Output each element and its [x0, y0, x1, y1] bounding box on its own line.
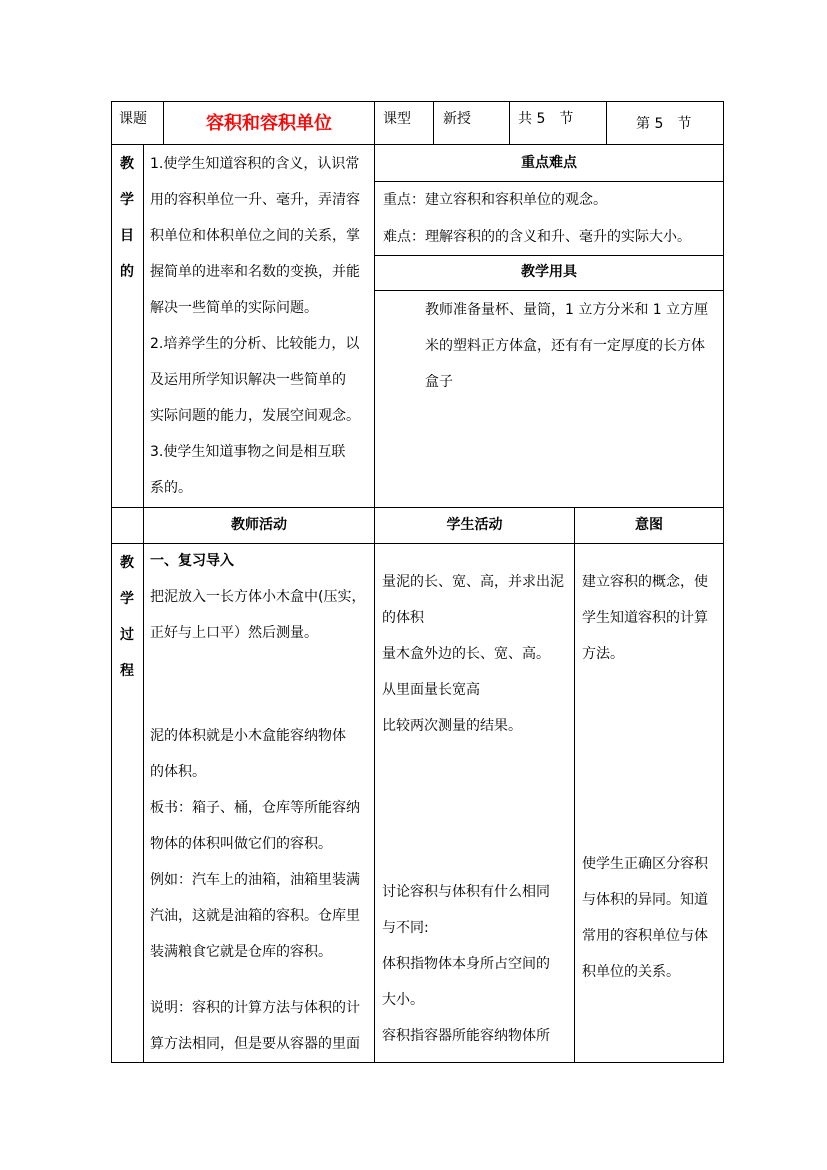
lesson-current: 第 5 节	[636, 116, 692, 132]
process-label: 教 学 过 程	[120, 555, 134, 679]
grid-line	[509, 101, 510, 144]
grid-line	[374, 101, 375, 1063]
grid-line	[374, 255, 724, 256]
teacher-block-3: 说明：容积的计算方法与体积的计 算方法相同，但是要从容器的里面	[150, 1000, 360, 1052]
lesson-type-label: 课型	[383, 111, 411, 127]
key-points-heading: 重点难点	[521, 155, 577, 171]
grid-line	[111, 144, 724, 145]
lesson-type-value: 新授	[443, 111, 471, 127]
grid-line	[111, 543, 724, 544]
grid-line	[723, 101, 724, 1063]
lesson-topic-label: 课题	[119, 111, 147, 127]
lesson-title: 容积和容积单位	[206, 113, 332, 134]
tools-heading: 教学用具	[521, 264, 577, 280]
grid-line	[374, 181, 724, 182]
teacher-block-1: 把泥放入一长方体小木盒中(压实， 正好与上口平）然后测量。	[150, 589, 366, 641]
intent-header: 意图	[635, 517, 663, 533]
grid-line	[143, 144, 144, 1063]
grid-line	[606, 101, 607, 144]
student-activity-header: 学生活动	[446, 517, 503, 533]
key-point: 重点：建立容积和容积单位的观念。	[383, 192, 607, 208]
grid-line	[433, 101, 434, 144]
student-block-2: 讨论容积与体积有什么相同 与不同: 体积指物体本身所占空间的 大小。 容积指容器所能容纳物体所	[382, 884, 550, 1044]
grid-line	[111, 507, 724, 508]
grid-line	[111, 101, 724, 102]
grid-line	[111, 1062, 724, 1063]
teacher-activity-header: 教师活动	[231, 517, 287, 533]
section-title: 一、复习导入	[150, 553, 234, 569]
lesson-total: 共 5 节	[518, 111, 574, 127]
intent-block-1: 建立容积的概念，使 学生知道容积的计算 方法。	[582, 574, 708, 662]
grid-line	[374, 290, 724, 291]
difficulty-point: 难点：理解容积的的含义和升、毫升的实际大小。	[383, 229, 691, 245]
objectives-text: 1.使学生知道容积的含义，认识常 用的容积单位一升、毫升，弄清容 积单位和体积单位之间的关系，掌 握简单的进率和名数的变换，并能 解决一些简单的实际问题。 2.培养学生的分析、比较能力，以 及运用所学知识解决一些简单的 实际问题的能力，发展空间观念。 3.使学生知道事物之间是相互联 系的。	[150, 156, 360, 496]
tools-text: 教师准备量杯、量筒，1 立方分米和 1 立方厘 米的塑料正方体盒，还有有一定厚度的长方体 盒子	[425, 302, 709, 390]
grid-line	[111, 101, 112, 1063]
grid-line	[574, 507, 575, 1063]
teacher-block-2: 泥的体积就是小木盒能容纳物体 的体积。 板书：箱子、桶，仓库等所能容纳 物体的体积叫做它们的容积。 例如：汽车上的油箱，油箱里装满 汽油，这就是油箱的容积。仓库里 装满粮食它就是仓库的容积。	[150, 728, 360, 960]
intent-block-2: 使学生正确区分容积 与体积的异同。知道 常用的容积单位与体 积单位的关系。	[582, 856, 708, 980]
objectives-label: 教 学 目 的	[120, 156, 134, 280]
student-block-1: 量泥的长、宽、高，并求出泥 的体积 量木盒外边的长、宽、高。 从里面量长宽高 比较两次测量的结果。	[382, 574, 564, 734]
